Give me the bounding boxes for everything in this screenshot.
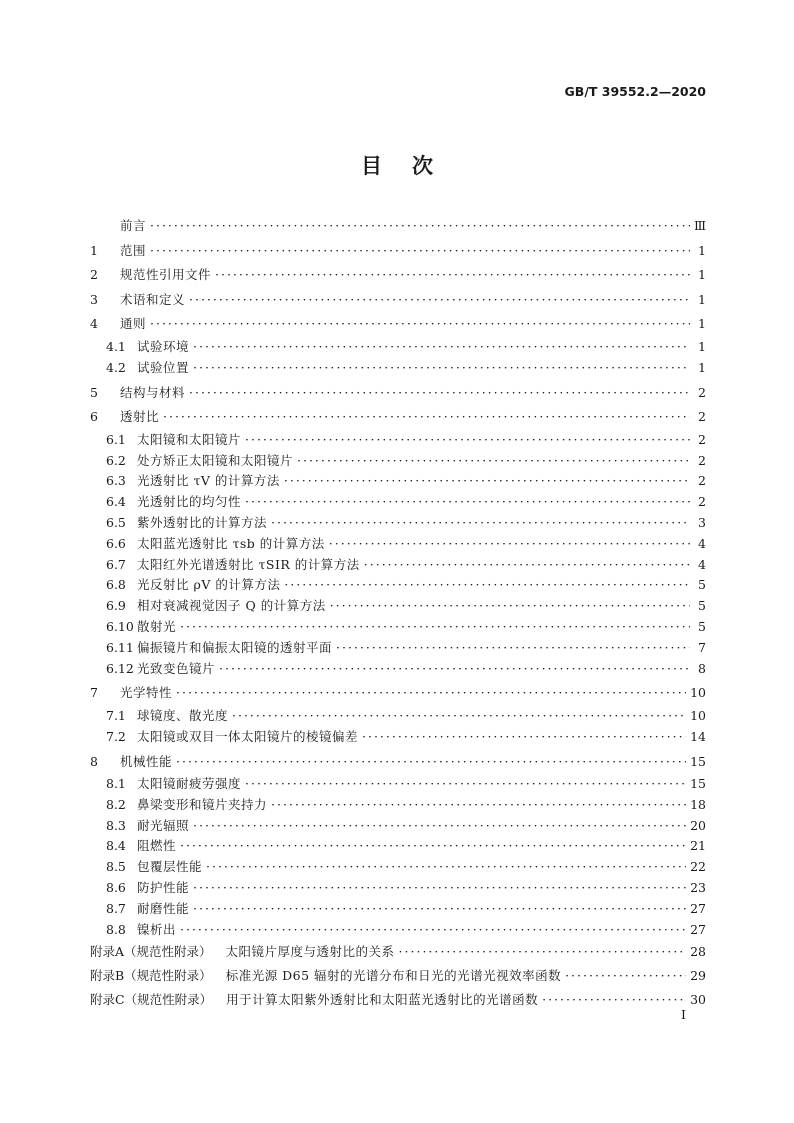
toc-entry[interactable] (90, 358, 706, 379)
toc-entry-number: 4 (90, 316, 98, 332)
toc-entry-label: 标准光源 D65 辐射的光谱分布和日光的光谱光视效率函数 (225, 968, 562, 984)
toc-entry-number: 8.2 (106, 796, 126, 812)
toc-entry[interactable] (90, 513, 706, 534)
toc-entry-label: 散射光 (137, 618, 177, 634)
toc-entry-number: 5 (90, 384, 98, 400)
toc-entry-label: 机械性能 (120, 753, 173, 769)
toc-leader-dots (150, 239, 690, 264)
toc-leader-dots (176, 750, 686, 775)
toc-entry-page: 28 (690, 944, 706, 960)
toc-entry-label: 术语和定义 (120, 291, 186, 307)
toc-entry[interactable] (90, 795, 706, 816)
toc-leader-dots (329, 534, 690, 555)
toc-entry[interactable] (90, 940, 706, 964)
toc-entry[interactable] (90, 575, 706, 596)
toc-entry-number: 6.4 (106, 494, 126, 510)
toc-entry-page: 2 (698, 452, 706, 468)
toc-entry-label: 太阳镜耐疲劳强度 (137, 776, 242, 792)
toc-entry-page: 1 (698, 338, 706, 354)
toc-entry-page: 10 (690, 707, 706, 723)
toc-entry[interactable] (90, 899, 706, 920)
toc-leader-dots (565, 964, 686, 988)
toc-entry-label: 相对衰减视觉因子 Q 的计算方法 (137, 598, 326, 614)
toc-entry-number: 7.1 (106, 707, 126, 723)
toc-entry-label: 试验位置 (137, 359, 190, 375)
toc-entry-page: 3 (698, 514, 706, 530)
toc-leader-dots (176, 681, 686, 706)
toc-entry-page: 20 (690, 817, 706, 833)
toc-entry-page: 23 (690, 880, 706, 896)
toc-leader-dots (193, 899, 686, 920)
toc-entry-number: 6.11 (106, 639, 134, 655)
toc-entry-number: 8.8 (106, 921, 126, 937)
toc-entry-label: 光反射比 ρV 的计算方法 (137, 577, 281, 593)
toc-entry-number: 8.4 (106, 838, 126, 854)
toc-entry-number: 6 (90, 409, 98, 425)
toc-leader-dots (284, 575, 690, 596)
toc-entry-page: 1 (698, 316, 706, 332)
toc-entry-page: 2 (698, 431, 706, 447)
toc-entry-label: 偏振镜片和偏振太阳镜的透射平面 (137, 639, 333, 655)
toc-entry-page: 21 (690, 838, 706, 854)
toc-entry-label: 光透射比 τV 的计算方法 (137, 473, 280, 489)
toc-entry[interactable] (90, 451, 706, 472)
toc-leader-dots (271, 795, 686, 816)
toc-leader-dots (215, 263, 690, 288)
toc-entry[interactable] (90, 430, 706, 451)
toc-entry[interactable] (90, 617, 706, 638)
toc-entry-page: 7 (698, 639, 706, 655)
toc-entry-page: 2 (698, 409, 706, 425)
toc-entry-page: 2 (698, 384, 706, 400)
toc-entry-label: 耐光辐照 (137, 817, 190, 833)
toc-entry-page: 8 (698, 660, 706, 676)
toc-entry-label: 通则 (120, 316, 147, 332)
toc-entry[interactable] (90, 214, 706, 239)
toc-entry-number: 3 (90, 291, 98, 307)
toc-entry-label: 耐磨性能 (137, 900, 190, 916)
toc-entry[interactable] (90, 381, 706, 406)
toc-entry-page: 27 (690, 900, 706, 916)
toc-entry-label: 包覆层性能 (137, 859, 203, 875)
toc-entry[interactable] (90, 239, 706, 264)
toc-entry[interactable] (90, 750, 706, 775)
toc-entry-page: 1 (698, 242, 706, 258)
toc-entry-number: 6.7 (106, 556, 126, 572)
toc-entry-number: 6.1 (106, 431, 126, 447)
toc-leader-dots (193, 816, 686, 837)
toc-entry-number: 6.2 (106, 452, 126, 468)
toc-entry[interactable] (90, 706, 706, 727)
toc-entry-number: 6.6 (106, 535, 126, 551)
toc-entry-number: 4.2 (106, 359, 126, 375)
table-of-contents (90, 214, 706, 1012)
toc-entry-label: 试验环境 (137, 338, 190, 354)
toc-entry-page: 29 (690, 968, 706, 984)
toc-leader-dots (180, 920, 686, 941)
toc-entry-page: 27 (690, 921, 706, 937)
toc-entry-page: 15 (690, 776, 706, 792)
toc-entry[interactable] (90, 288, 706, 313)
toc-entry[interactable] (90, 857, 706, 878)
toc-entry[interactable] (90, 878, 706, 899)
page-title: 目次 (361, 154, 463, 178)
toc-entry[interactable] (90, 988, 706, 1012)
toc-entry-page: 5 (698, 577, 706, 593)
toc-entry-label: 太阳蓝光透射比 τsb 的计算方法 (137, 535, 325, 551)
toc-leader-dots (219, 659, 690, 680)
toc-entry[interactable] (90, 596, 706, 617)
toc-entry-label: 规范性引用文件 (120, 267, 212, 283)
toc-entry-page: 14 (690, 728, 706, 744)
toc-entry-page: 22 (690, 859, 706, 875)
toc-entry[interactable] (90, 263, 706, 288)
toc-entry[interactable] (90, 471, 706, 492)
toc-entry-number: 8 (90, 753, 98, 769)
toc-entry-label: 紫外透射比的计算方法 (137, 514, 268, 530)
toc-entry-label: 范围 (120, 242, 147, 258)
toc-leader-dots (284, 471, 690, 492)
toc-entry-number: 7.2 (106, 728, 126, 744)
toc-entry-number: 附录A（规范性附录） (90, 944, 212, 960)
toc-entry-label: 光致变色镜片 (137, 660, 216, 676)
toc-entry-number: 6.5 (106, 514, 126, 530)
toc-entry-page: 18 (690, 796, 706, 812)
toc-entry[interactable] (90, 816, 706, 837)
toc-leader-dots (297, 451, 690, 472)
toc-entry[interactable] (90, 534, 706, 555)
toc-entry-label: 用于计算太阳紫外透射比和太阳蓝光透射比的光谱函数 (226, 992, 539, 1008)
toc-entry-number: 8.5 (106, 859, 126, 875)
toc-entry-label: 处方矫正太阳镜和太阳镜片 (137, 452, 294, 468)
toc-entry[interactable] (90, 555, 706, 576)
toc-entry-label: 透射比 (120, 409, 160, 425)
toc-leader-dots (150, 214, 690, 239)
toc-entry-number: 附录B（规范性附录） (90, 968, 212, 984)
toc-entry-number: 6.8 (106, 577, 126, 593)
toc-entry-label: 球镜度、散光度 (137, 707, 229, 723)
toc-entry-number: 6.3 (106, 473, 126, 489)
toc-entry-label: 阻燃性 (137, 838, 177, 854)
toc-leader-dots (362, 727, 686, 748)
toc-entry-page: Ⅲ (693, 218, 706, 233)
toc-entry-label: 结构与材料 (120, 384, 186, 400)
toc-entry-label: 光学特性 (120, 685, 173, 701)
toc-leader-dots (364, 555, 690, 576)
toc-entry-number: 6.10 (106, 618, 134, 634)
toc-entry-page: 5 (698, 618, 706, 634)
toc-leader-dots (245, 774, 686, 795)
toc-entry-page: 10 (690, 685, 706, 701)
toc-entry-label: 镍析出 (137, 921, 177, 937)
toc-entry-page: 4 (698, 535, 706, 551)
toc-entry-label: 防护性能 (137, 880, 190, 896)
toc-entry[interactable] (90, 920, 706, 941)
toc-leader-dots (336, 638, 690, 659)
toc-leader-dots (542, 988, 686, 1012)
toc-leader-dots (193, 358, 690, 379)
toc-leader-dots (150, 312, 690, 337)
toc-entry[interactable] (90, 638, 706, 659)
toc-entry-number: 6.9 (106, 598, 126, 614)
toc-leader-dots (163, 405, 690, 430)
toc-entry-number: 7 (90, 685, 98, 701)
toc-entry-page: 1 (698, 291, 706, 307)
toc-leader-dots (180, 617, 690, 638)
toc-entry-number: 8.1 (106, 776, 126, 792)
page-number: I (681, 1007, 686, 1022)
toc-entry-number: 8.3 (106, 817, 126, 833)
toc-entry[interactable] (90, 774, 706, 795)
toc-entry-page: 2 (698, 473, 706, 489)
toc-entry-number: 8.6 (106, 880, 126, 896)
toc-entry-label: 太阳镜片厚度与透射比的关系 (225, 944, 395, 960)
toc-entry[interactable] (90, 312, 706, 337)
toc-entry-number: 2 (90, 267, 98, 283)
toc-leader-dots (271, 513, 690, 534)
toc-leader-dots (189, 381, 690, 406)
toc-entry-number: 附录C（规范性附录） (90, 992, 213, 1008)
toc-leader-dots (206, 857, 686, 878)
toc-leader-dots (189, 288, 690, 313)
toc-entry-page: 5 (698, 598, 706, 614)
toc-entry-number: 1 (90, 242, 98, 258)
toc-leader-dots (245, 492, 690, 513)
toc-entry-label: 太阳红外光谱透射比 τSIR 的计算方法 (137, 556, 360, 572)
toc-entry[interactable] (90, 964, 706, 988)
toc-leader-dots (232, 706, 686, 727)
toc-entry-label: 鼻梁变形和镜片夹持力 (137, 796, 268, 812)
toc-entry-number: 8.7 (106, 900, 126, 916)
toc-entry-label: 太阳镜和太阳镜片 (137, 431, 242, 447)
toc-entry[interactable] (90, 659, 706, 680)
toc-entry-page: 15 (690, 753, 706, 769)
toc-leader-dots (180, 836, 686, 857)
toc-entry-label: 光透射比的均匀性 (137, 494, 242, 510)
toc-entry-label: 前言 (120, 218, 147, 233)
toc-entry-label: 太阳镜或双目一体太阳镜片的棱镜偏差 (137, 728, 359, 744)
toc-leader-dots (193, 878, 686, 899)
toc-entry[interactable] (90, 836, 706, 857)
toc-entry[interactable] (90, 492, 706, 513)
toc-entry-page: 1 (698, 359, 706, 375)
toc-leader-dots (245, 430, 690, 451)
toc-entry-number: 4.1 (106, 338, 126, 354)
toc-entry[interactable] (90, 337, 706, 358)
toc-entry-number: 6.12 (106, 660, 134, 676)
toc-entry-page: 1 (698, 267, 706, 283)
toc-leader-dots (330, 596, 690, 617)
toc-entry-page: 2 (698, 494, 706, 510)
toc-entry[interactable] (90, 681, 706, 706)
toc-leader-dots (193, 337, 690, 358)
standard-id: GB/T 39552.2—2020 (564, 84, 706, 99)
toc-entry[interactable] (90, 727, 706, 748)
toc-entry-page: 4 (698, 556, 706, 572)
toc-entry-page: 30 (690, 992, 706, 1008)
toc-entry[interactable] (90, 405, 706, 430)
toc-leader-dots (399, 940, 687, 964)
